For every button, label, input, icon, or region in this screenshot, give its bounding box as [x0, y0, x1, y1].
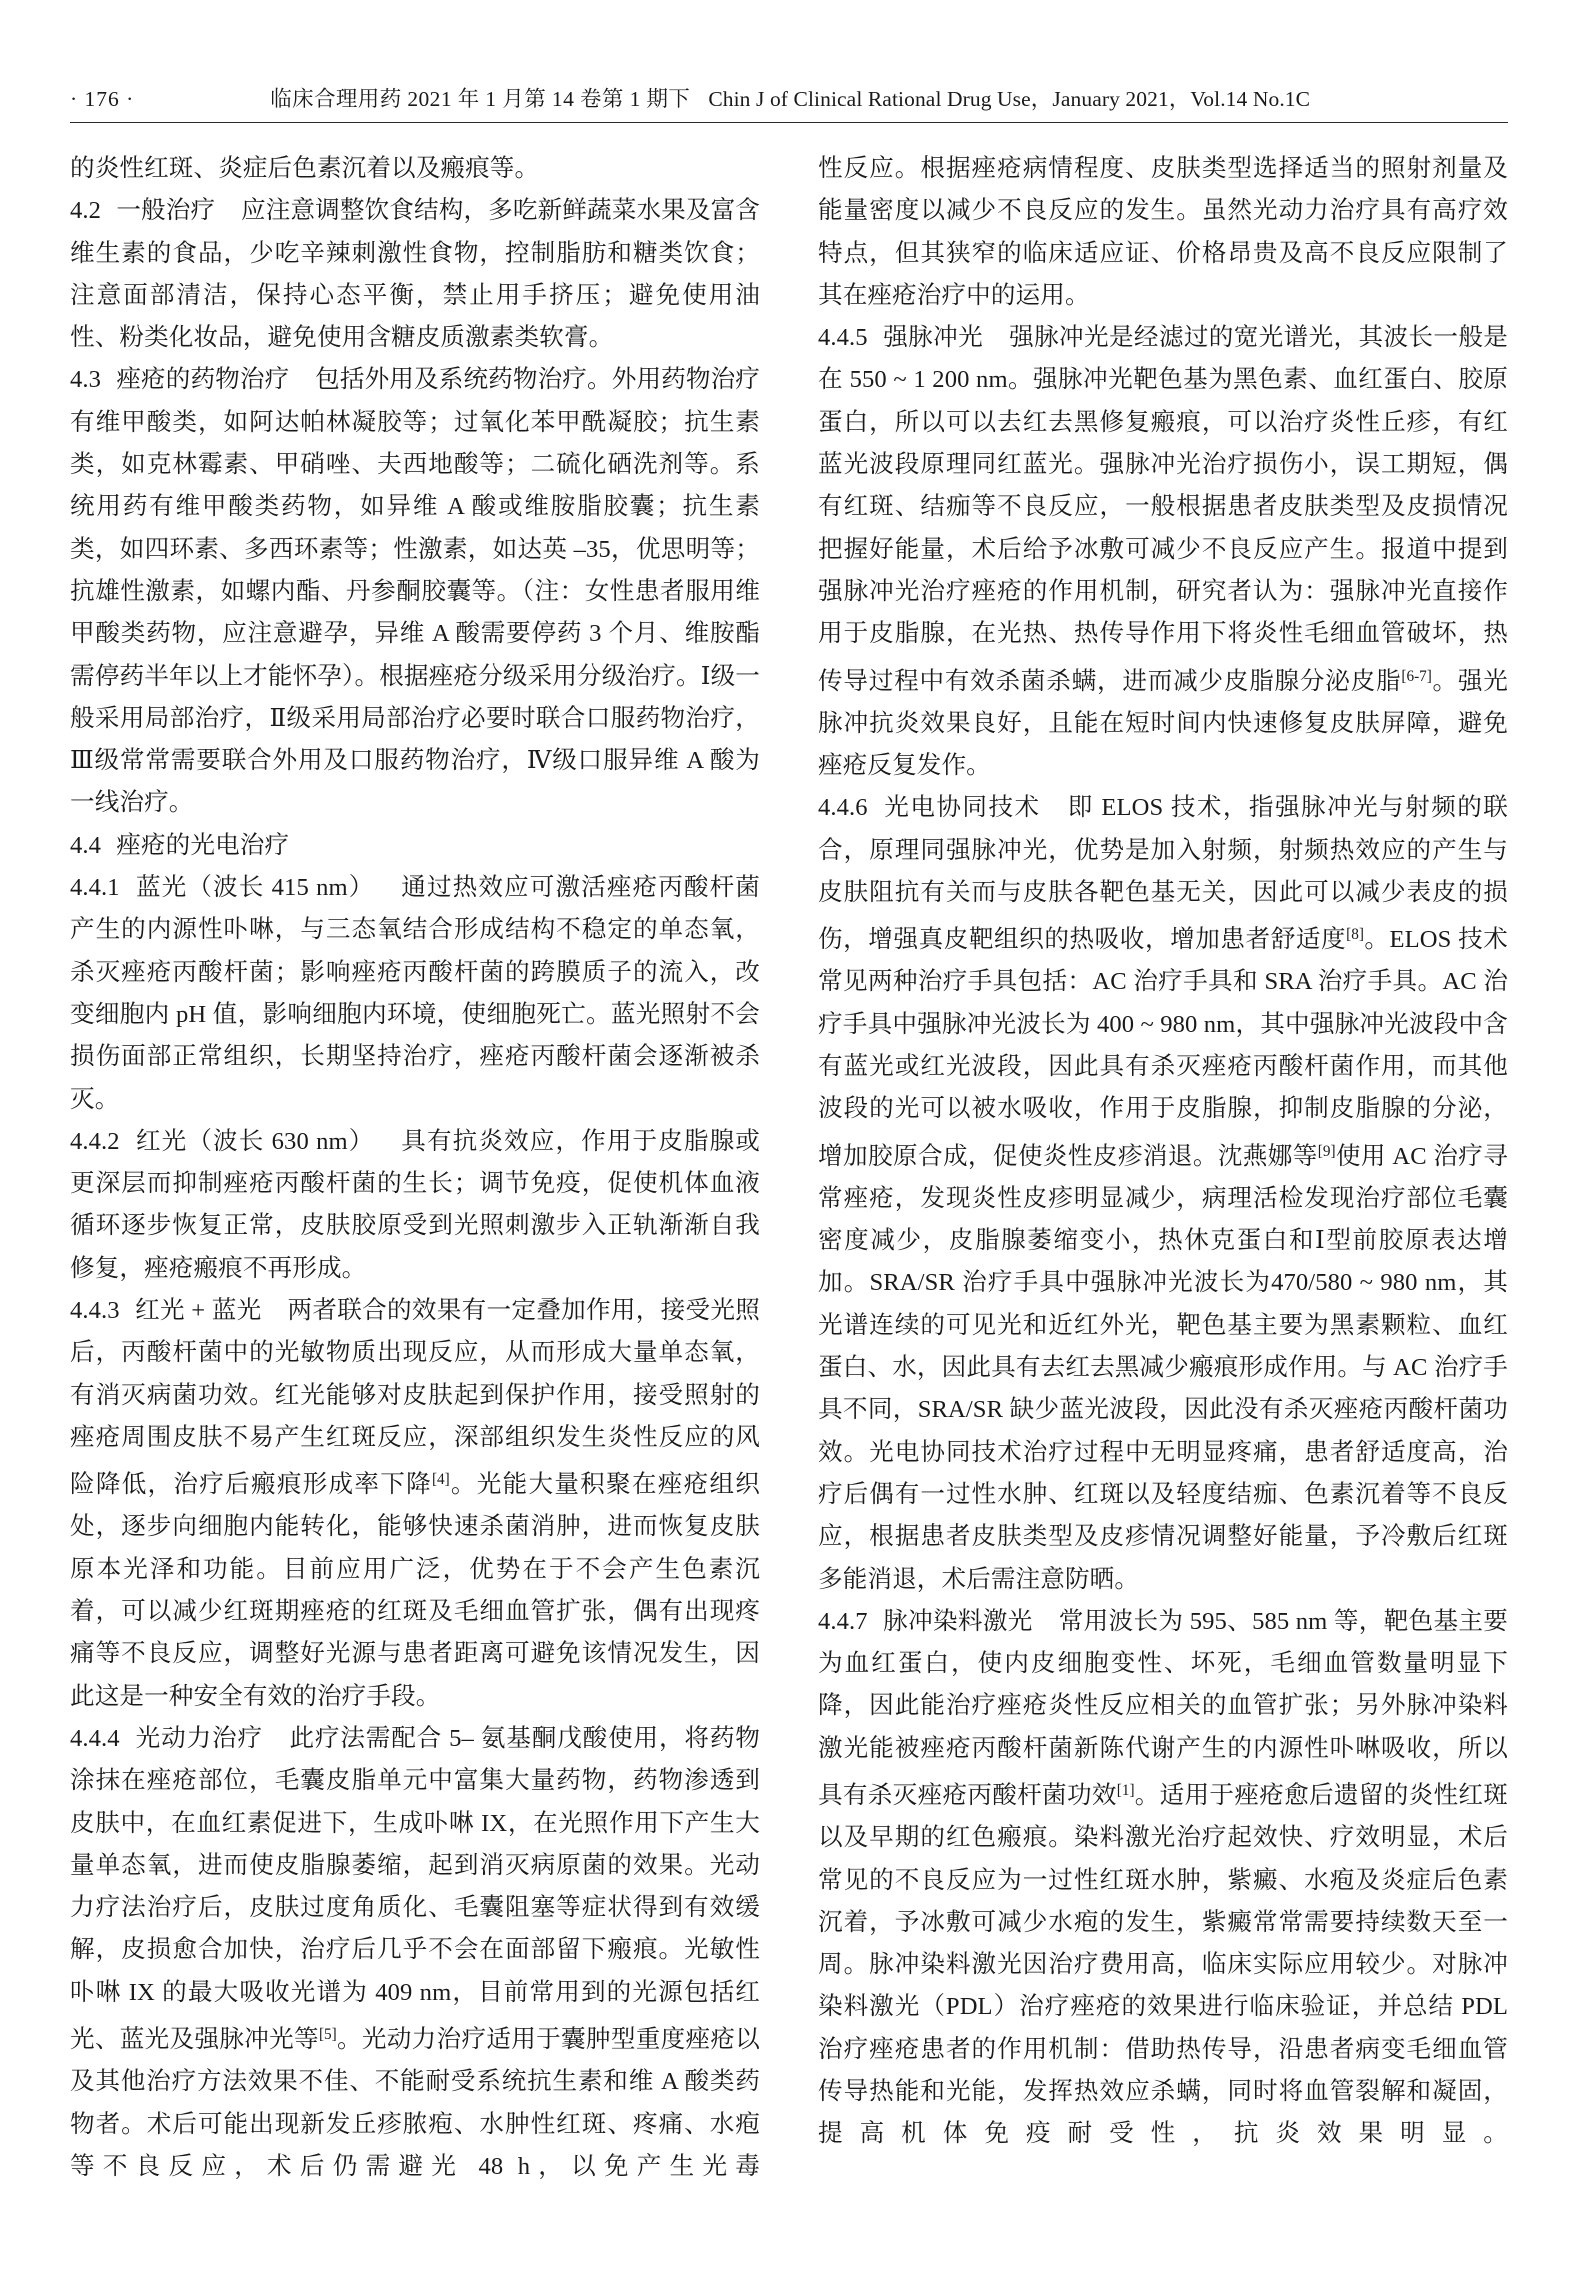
section-4-4-4 [70, 1718, 760, 2188]
section-body: 具有抗炎效应，作用于皮脂腺或更深层而抑制痤疮丙酸杆菌的生长；调节免疫，促使机体血液循环逐步恢复正常，皮肤胶原受到光照刺激步入正轨渐渐自我修复，痤疮瘢痕不再形成。 [70, 1127, 760, 1282]
section-4-4-1 [70, 867, 760, 1121]
journal-title-en: Chin J of Clinical Rational Drug Use，January 2021，Vol.14 No.1C [708, 87, 1311, 111]
section-title: 一般治疗 [116, 197, 216, 225]
section-title: 光动力治疗 [134, 1724, 263, 1752]
section-number: 4.4.1 [70, 874, 120, 902]
section-title: 蓝光（波长 415 nm） [134, 874, 375, 902]
section-body: 此疗法需配合 5– 氨基酮戊酸使用，将药物涂抹在痤疮部位，毛囊皮脂单元中富集大量药物，药物渗透到皮肤中，在血红素促进下，生成卟啉 IX，在光照作用下产生大量单态氧，进而使皮脂腺萎缩，起到消灭病原菌的效果。光动力疗法治疗后，皮肤过度角质化、毛囊阻塞等症状得到有效缓解，皮损愈合加快，治疗后几乎不会在面部留下瘢痕。光敏性卟啉 IX 的最大吸收光谱为 409 nm，目前常用到的光源包括红光、蓝光及强脉冲光等 [70, 1724, 760, 2053]
journal-title-cn: 临床合理用药 2021 年 1 月第 14 卷第 1 期下 [270, 87, 691, 111]
section-4-3 [70, 359, 760, 824]
section-title: 脉冲染料激光 [882, 1607, 1033, 1635]
section-body: 强脉冲光是经滤过的宽光谱光，其波长一般是在 550 ~ 1 200 nm。强脉冲光靶色基为黑色素、血红蛋白、胶原蛋白，所以可以去红去黑修复瘢痕，可以治疗炎性丘疹，有红蓝光波段原理同红蓝光。强脉冲光治疗损伤小，误工期短，偶有红斑、结痂等不良反应，一般根据患者皮肤类型及皮损情况把握好能量，术后给予冰敷可减少不良反应产生。报道中提到强脉冲光治疗痤疮的作用机制，研究者认为：强脉冲光直接作用于皮脂腺，在光热、热传导作用下将炎性毛细血管破坏，热传导过程中有效杀菌杀螨，进而减少皮脂腺分泌皮脂 [818, 324, 1508, 695]
section-body-cont: 。ELOS 技术常见两种治疗手具包括：AC 治疗手具和 SRA 治疗手具。AC 治疗手具中强脉冲光波长为 400 ~ 980 nm，其中强脉冲光波段中含有蓝光或红光波段，因此具有杀灭痤疮丙酸杆菌作用，而其他波段的光可以被水吸收，作用于皮脂腺，抑制皮脂腺的分泌，增加胶原合成，促使炎性皮疹消退。沈燕娜等 [818, 926, 1508, 1170]
section-body: 即 ELOS 技术，指强脉冲光与射频的联合，原理同强脉冲光，优势是加入射频，射频热效应的产生与皮肤阻抗有关而与皮肤各靶色基无关，因此可以减少表皮的损伤，增强真皮靶组织的热吸收，增加患者舒适度 [818, 794, 1508, 954]
section-body: 包括外用及系统药物治疗。外用药物治疗有维甲酸类，如阿达帕林凝胶等；过氧化苯甲酰凝胶；抗生素类，如克林霉素、甲硝唑、夫西地酸等；二硫化硒洗剂等。系统用药有维甲酸类药物，如异维 A 酸或维胺脂胶囊；抗生素类，如四环素、多西环素等；性激素，如达英 –35，优思明等；抗雄性激素，如螺内酯、丹参酮胶囊等。（注：女性患者服用维甲酸类药物，应注意避孕，异维 A 酸需要停药 3 个月、维胺酯需停药半年以上才能怀孕）。根据痤疮分级采用分级治疗。Ⅰ级一般采用局部治疗，Ⅱ级采用局部治疗必要时联合口服药物治疗，Ⅲ级常常需要联合外用及口服药物治疗，Ⅳ级口服异维 A 酸为一线治疗。 [70, 366, 760, 817]
section-4-4-3 [70, 1290, 760, 1718]
paragraph-continued-4-4-4 [818, 148, 1508, 317]
section-number: 4.2 [70, 197, 102, 225]
section-body-cont: 。强光脉冲抗炎效果良好，且能在短时间内快速修复皮肤屏障，避免痤疮反复发作。 [818, 667, 1508, 780]
section-title: 强脉冲光 [882, 324, 984, 352]
section-4-4-6 [818, 787, 1508, 1600]
reference-marker: [4] [431, 1471, 450, 1489]
section-4-4 [70, 825, 760, 867]
section-number: 4.3 [70, 366, 102, 394]
running-head [70, 82, 1508, 116]
reference-marker: [5] [318, 2025, 337, 2043]
reference-marker: [6-7] [1401, 667, 1432, 685]
section-4-2 [70, 190, 760, 359]
section-body: 应注意调整饮食结构，多吃新鲜蔬菜水果及富含维生素的食品，少吃辛辣刺激性食物，控制脂肪和糖类饮食；注意面部清洁，保持心态平衡，禁止用手挤压；避免使用油性、粉类化妆品，避免使用含糖皮质激素类软膏。 [70, 197, 760, 352]
section-title: 红光（波长 630 nm） [134, 1127, 375, 1155]
section-title: 痤疮的药物治疗 [116, 366, 290, 394]
section-body-cont: 。光动力治疗适用于囊肿型重度痤疮以及其他治疗方法效果不佳、不能耐受系统抗生素和维 A 酸类药物者。术后可能出现新发丘疹脓疱、水肿性红斑、疼痛、水疱等不良反应，术后仍需避光 48 h，以免产生光毒 [70, 2025, 760, 2180]
section-number: 4.4.3 [70, 1297, 120, 1325]
page-folio: · 176 · [70, 87, 135, 111]
reference-marker: [9] [1317, 1142, 1336, 1160]
section-body-cont: 。适用于痤疮愈后遗留的炎性红斑以及早期的红色瘢痕。染料激光治疗起效快、疗效明显，术后常见的不良反应为一过性红斑水肿，紫癜、水疱及炎症后色素沉着，予冰敷可减少水疱的发生，紫癜常常需要持续数天至一周。脉冲染料激光因治疗费用高，临床实际应用较少。对脉冲染料激光（PDL）治疗痤疮的效果进行临床验证，并总结 PDL 治疗痤疮患者的作用机制：借助热传导，沿患者病变毛细血管传导热能和光能，发挥热效应杀螨，同时将血管裂解和凝固，提高机体免疫耐受性，抗炎效果明显。 [818, 1781, 1508, 2148]
section-number: 4.4.7 [818, 1607, 868, 1635]
section-title: 痤疮的光电治疗 [116, 831, 290, 859]
section-4-4-5 [818, 317, 1508, 787]
column-right [818, 148, 1508, 2218]
section-title: 光电协同技术 [882, 794, 1041, 822]
section-number: 4.4 [70, 831, 102, 859]
body-columns [70, 148, 1508, 2218]
section-number: 4.4.4 [70, 1724, 120, 1752]
section-4-4-7 [818, 1601, 1508, 2156]
paragraph-continued-4-1 [70, 148, 760, 190]
section-body: 两者联合的效果有一定叠加作用，接受光照后，丙酸杆菌中的光敏物质出现反应，从而形成大量单态氧，有消灭病菌功效。红光能够对皮肤起到保护作用，接受照射的痤疮周围皮肤不易产生红斑反应，深部组织发生炎性反应的风险降低，治疗后瘢痕形成率下降 [70, 1297, 761, 1499]
section-body-cont: 。光能大量积聚在痤疮组织处，逐步向细胞内能转化，能够快速杀菌消肿，进而恢复皮肤原本光泽和功能。目前应用广泛，优势在于不会产生色素沉着，可以减少红斑期痤疮的红斑及毛细血管扩张，偶有出现疼痛等不良反应，调整好光源与患者距离可避免该情况发生，因此这是一种安全有效的治疗手段。 [70, 1471, 760, 1710]
paragraph-text: 性反应。根据痤疮病情程度、皮肤类型选择适当的照射剂量及能量密度以减少不良反应的发生。虽然光动力治疗具有高疗效特点，但其狭窄的临床适应证、价格昂贵及高不良反应限制了其在痤疮治疗中的运用。 [818, 155, 1508, 309]
section-body-cont-2: 使用 AC 治疗寻常痤疮，发现炎性皮疹明显减少，病理活检发现治疗部位毛囊密度减少，皮脂腺萎缩变小，热休克蛋白和Ⅰ型前胶原表达增加。SRA/SR 治疗手具中强脉冲光波长为470/580 ~ 980 nm，其光谱连续的可见光和近红外光，靶色基主要为黑素颗粒、血红蛋白、水，因此具有去红去黑减少瘢痕形成作用。与 AC 治疗手具不同，SRA/SR 缺少蓝光波段，因此没有杀灭痤疮丙酸杆菌功效。光电协同技术治疗过程中无明显疼痛，患者舒适度高，治疗后偶有一过性水肿、红斑以及轻度结痂、色素沉着等不良反应，根据患者皮肤类型及皮疹情况调整好能量，予冷敷后红斑多能消退，术后需注意防晒。 [818, 1142, 1508, 1593]
reference-marker: [8] [1346, 926, 1364, 944]
header-rule [70, 122, 1508, 123]
section-title: 红光 + 蓝光 [134, 1297, 262, 1325]
section-number: 4.4.6 [818, 794, 868, 822]
section-body: 通过热效应可激活痤疮丙酸杆菌产生的内源性卟啉，与三态氧结合形成结构不稳定的单态氧，杀灭痤疮丙酸杆菌；影响痤疮丙酸杆菌的跨膜质子的流入，改变细胞内 pH 值，影响细胞内环境，使细胞死亡。蓝光照射不会损伤面部正常组织，长期坚持治疗，痤疮丙酸杆菌会逐渐被杀灭。 [70, 874, 760, 1113]
section-number: 4.4.2 [70, 1127, 120, 1155]
section-4-4-2 [70, 1121, 760, 1290]
section-body: 常用波长为 595、585 nm 等，靶色基主要为血红蛋白，使内皮细胞变性、坏死，毛细血管数量明显下降，因此能治疗痤疮炎性反应相关的血管扩张；另外脉冲染料激光能被痤疮丙酸杆菌新陈代谢产生的内源性卟啉吸收，所以具有杀灭痤疮丙酸杆菌功效 [818, 1607, 1508, 1809]
reference-marker: [1] [1116, 1782, 1135, 1800]
paragraph-text: 的炎性红斑、炎症后色素沉着以及瘢痕等。 [70, 155, 540, 182]
column-left [70, 148, 760, 2218]
running-head-journal [134, 82, 1446, 113]
section-number: 4.4.5 [818, 324, 868, 352]
